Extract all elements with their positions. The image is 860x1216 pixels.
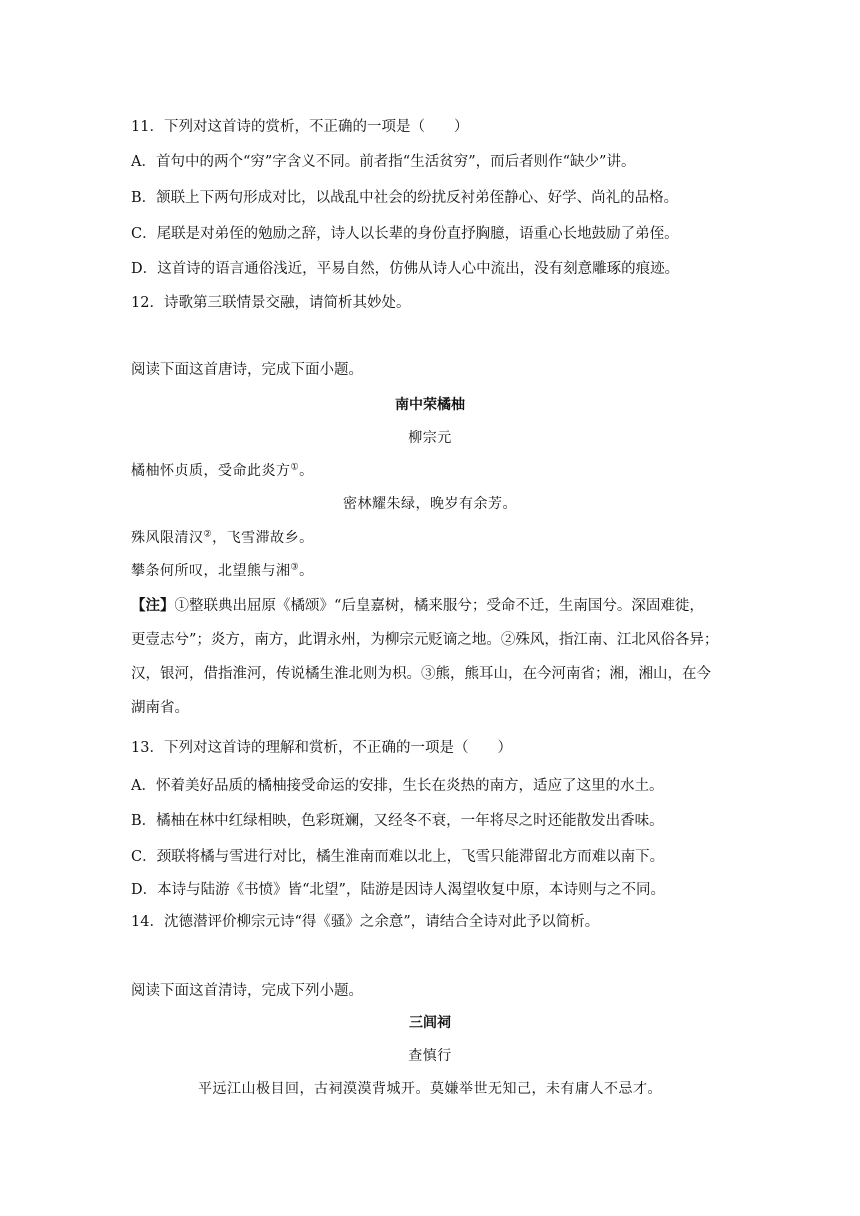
poem-2-line-2: 密林耀朱绿，晚岁有余芳。 [343,496,517,512]
poem-2-note-1: 【注】①整联典出屈原《橘颂》“后皇嘉树，橘来服兮；受命不迁，生南国兮。深固难徙， [131,597,704,614]
poem-2-line-1: 橘柚怀贞质，受命此炎方①。 [131,462,314,479]
question-11-option-c: C．尾联是对弟侄的勉励之辞，诗人以长辈的身份直抒胸臆，语重心长地鼓励了弟侄。 [131,226,679,242]
poem-3-line-1: 平远江山极目回，古祠漠漠背城开。莫嫌举世无知己，未有庸人不忌才。 [198,1081,662,1097]
question-12-stem: 12．诗歌第三联情景交融，请简析其妙处。 [131,295,411,311]
section-2-intro: 阅读下面这首唐诗，完成下面小题。 [131,362,363,378]
footnote-marker-2: ② [203,529,213,540]
poem-2-line-4: 攀条何所叹，北望熊与湘③。 [131,562,314,579]
poem-3-author: 查慎行 [408,1048,452,1064]
question-13-option-b: B．橘柚在林中红绿相映，色彩斑斓，又经冬不衰，一年将尽之时还能散发出香味。 [131,813,664,829]
question-13-option-d: D．本诗与陆游《书愤》皆“北望”，陆游是因诗人渴望收复中原，本诗则与之不同。 [131,882,665,898]
poem-2-line-3: 殊风限清汉②，飞雪滞故乡。 [131,529,314,546]
question-11-stem: 11．下列对这首诗的赏析，不正确的一项是（ ） [131,119,469,135]
question-11-option-d: D．这首诗的语言通俗浅近，平易自然，仿佛从诗人心中流出，没有刻意雕琢的痕迹。 [131,261,680,277]
poem-2-note-3: 汉，银河，借指淮河，传说橘生淮北则为枳。③熊，熊耳山，在今河南省；湘，湘山，在今 [131,666,711,682]
question-13-option-c: C．颈联将橘与雪进行对比，橘生淮南而难以北上，飞雪只能滞留北方而难以南下。 [131,849,665,865]
question-14-stem: 14．沈德潜评价柳宗元诗“得《骚》之余意”，请结合全诗对此予以简析。 [131,914,600,930]
footnote-marker-3: ③ [290,562,300,573]
poem-2-note-2: 更壹志兮”；炎方，南方，此谓永州，为柳宗元贬谪之地。②殊风，指江南、江北风俗各异； [131,632,719,648]
poem-2-note-4: 湖南省。 [131,700,189,716]
question-11-option-a: A．首句中的两个“穷”字含义不同。前者指“生活贫穷”，而后者则作“缺少”讲。 [131,154,636,170]
question-13-option-a: A．怀着美好品质的橘柚接受命运的安排，生长在炎热的南方，适应了这里的水土。 [131,778,664,794]
poem-2-title: 南中荣橘柚 [395,397,465,413]
poem-3-title: 三闾祠 [409,1015,451,1031]
note-label: 【注】 [131,597,175,614]
poem-2-author: 柳宗元 [408,430,452,446]
question-11-option-b: B．颔联上下两句形成对比，以战乱中社会的纷扰反衬弟侄静心、好学、尚礼的品格。 [131,190,679,206]
footnote-marker-1: ① [290,462,300,473]
question-13-stem: 13．下列对这首诗的理解和赏析，不正确的一项是（ ） [131,740,512,756]
section-3-intro: 阅读下面这首清诗，完成下列小题。 [131,983,363,999]
